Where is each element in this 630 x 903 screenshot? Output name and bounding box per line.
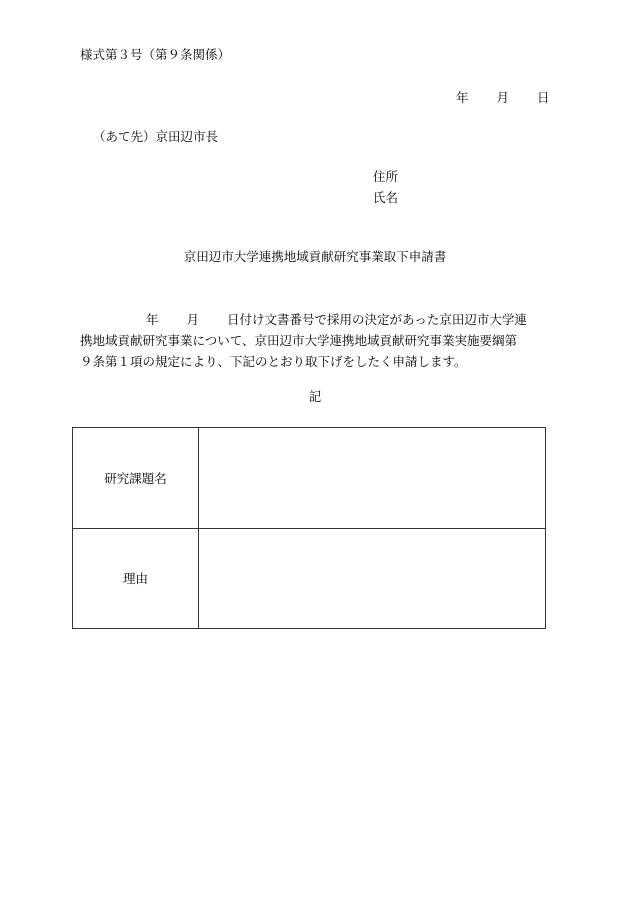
research-title-value-cell[interactable] (199, 428, 546, 529)
body-month: 月 (186, 312, 200, 327)
applicant-name-label: 氏名 (373, 190, 399, 205)
application-details-table (72, 427, 546, 629)
date-year: 年 (456, 90, 469, 105)
document-title: 京田辺市大学連携地域貢献研究事業取下申請書 (183, 249, 447, 264)
applicant-address-label: 住所 (373, 169, 399, 184)
date-line (456, 92, 550, 105)
date-day: 日 (537, 90, 550, 105)
body-line-3: ９条第１項の規定により、下記のとおり取下げをしたく申請します。 (80, 354, 467, 369)
research-title-label: 研究課題名 (73, 428, 199, 529)
reason-value-cell[interactable] (199, 528, 546, 629)
application-body-text (80, 309, 552, 372)
table-row (73, 428, 546, 529)
reason-label: 理由 (73, 528, 199, 629)
body-year: 年 (146, 312, 159, 327)
ki-heading: 記 (308, 389, 322, 404)
body-line-2: 携地域貢献研究事業について、京田辺市大学連携地域貢献研究事業実施要綱第 (80, 333, 518, 348)
form-number: 様式第３号（第９条関係） (80, 47, 231, 62)
body-line-1-rest: 日付け文書番号で採用の決定があった京田辺市大学連 (227, 312, 527, 327)
date-month: 月 (496, 90, 510, 105)
table-row (73, 528, 546, 629)
body-line-1 (80, 309, 552, 330)
addressee: （あて先）京田辺市長 (93, 129, 219, 144)
